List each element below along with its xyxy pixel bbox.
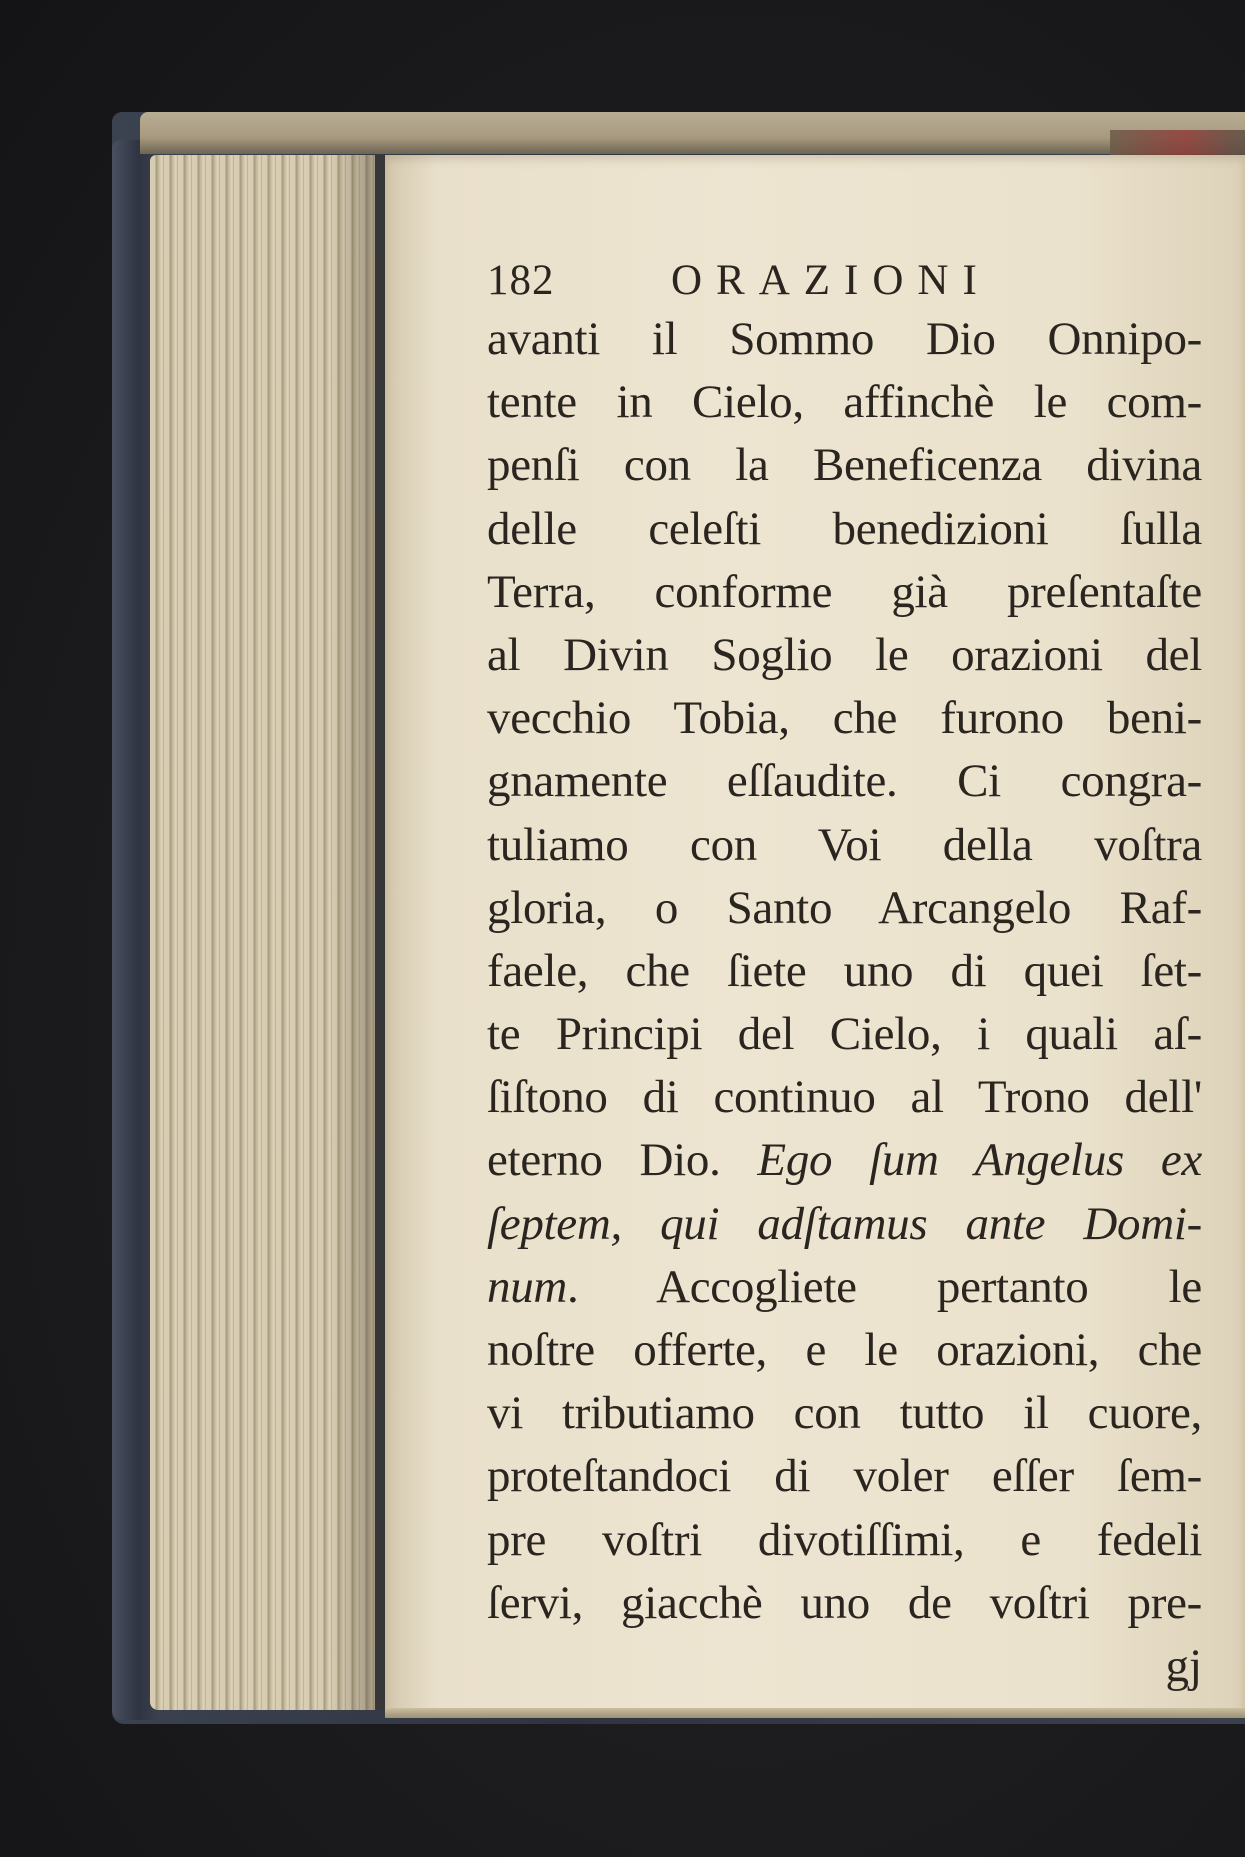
text-line: proteſtandoci di voler eſſer ſem- xyxy=(487,1450,1202,1503)
latin-phrase: Ego ſum Angelus ex xyxy=(757,1134,1202,1187)
text-line: ſiſtono di continuo al Trono dell' xyxy=(487,1071,1202,1124)
text-line: te Principi del Cielo, i quali aſ- xyxy=(487,1008,1202,1061)
page-bottom-edge xyxy=(385,1708,1245,1718)
text-line: num. Accogliete pertanto le xyxy=(487,1260,1202,1313)
text-line: vecchio Tobia, che furono beni- xyxy=(487,692,1202,745)
text-line: penſi con la Beneficenza divina xyxy=(487,439,1202,492)
text-line: delle celeſti benedizioni ſulla xyxy=(487,502,1202,555)
text-line: noſtre offerte, e le orazioni, che xyxy=(487,1324,1202,1376)
text-line: Terra, conforme già preſentaſte xyxy=(487,565,1202,618)
text-line: tuliamo con Voi della voſtra xyxy=(487,818,1202,871)
text-line: tente in Cielo, affinchè le com- xyxy=(487,376,1202,429)
text-line: gloria, o Santo Arcangelo Raf- xyxy=(487,881,1202,934)
text-line: avanti il Sommo Dio Onnipo- xyxy=(487,313,1202,365)
latin-phrase: num xyxy=(487,1260,568,1313)
text-line: ſervi, giacchè uno de voſtri pre- xyxy=(487,1576,1202,1629)
text-line: eterno Dio. Ego ſum Angelus ex xyxy=(487,1134,1202,1187)
text-line: al Divin Soglio le orazioni del xyxy=(487,628,1202,681)
body-text xyxy=(487,308,1202,1635)
text-line: gnamente eſſaudite. Ci congra- xyxy=(487,755,1202,808)
text-line: faele, che ſiete uno di quei ſet- xyxy=(487,944,1202,997)
catchword: gj xyxy=(1165,1639,1202,1692)
page-gutter-shadow xyxy=(330,155,390,1710)
text-line-latin: ſeptem, qui adſtamus ante Domi- xyxy=(487,1197,1202,1250)
text-block xyxy=(487,238,1202,1698)
section-title: ORAZIONI xyxy=(671,257,991,304)
text-line: pre voſtri divotiſſimi, e fedeli xyxy=(487,1513,1202,1566)
book-cover-top-edge xyxy=(140,112,1245,154)
text-line: vi tributiamo con tutto il cuore, xyxy=(487,1387,1202,1440)
page-number: 182 xyxy=(487,257,555,304)
running-head xyxy=(487,238,1202,302)
